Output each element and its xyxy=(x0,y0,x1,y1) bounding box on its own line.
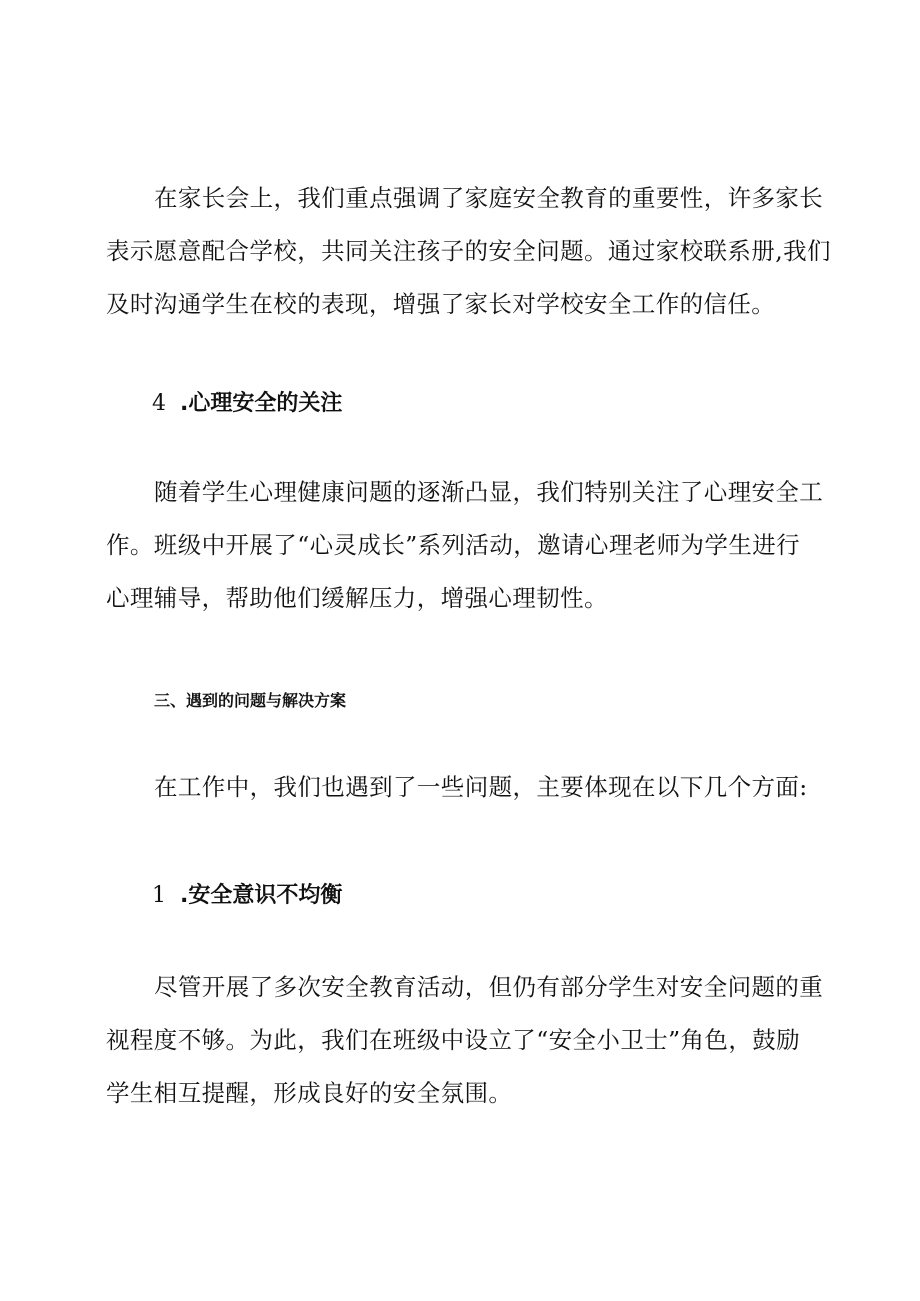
paragraph-line: 尽管开展了多次安全教育活动，但仍有部分学生对安全问题的重 xyxy=(154,973,824,1001)
paragraph-psychological-safety xyxy=(106,466,824,625)
paragraph-parent-meeting xyxy=(106,172,831,331)
paragraph-line: 在家长会上，我们重点强调了家庭安全教育的重要性，许多家长 xyxy=(154,184,824,212)
paragraph-line: 作。班级中开展了“心灵成长”系列活动，邀请心理老师为学生进行 xyxy=(106,531,801,559)
heading-psychological-safety xyxy=(152,386,342,417)
paragraph-line: 学生相互提醒，形成良好的安全氛围。 xyxy=(106,1079,513,1107)
section-heading-problems: 三、遇到的问题与解决方案 xyxy=(154,691,347,710)
paragraph-line: 及时沟通学生在校的表现，增强了家长对学校安全工作的信任。 xyxy=(106,290,776,318)
paragraph-line: 视程度不够。为此，我们在班级中设立了“安全小卫士”角色，鼓励 xyxy=(106,1026,801,1054)
paragraph-line: 随着学生心理健康问题的逐渐凸显，我们特别关注了心理安全工 xyxy=(154,478,824,506)
heading-title: .安全意识不均衡 xyxy=(180,883,343,908)
paragraph-line: 心理辅导，帮助他们缓解压力，增强心理韧性。 xyxy=(106,584,608,612)
paragraph-line: 在工作中，我们也遇到了一些问题，主要体现在以下几个方面: xyxy=(154,773,808,801)
paragraph-line: 表示愿意配合学校，共同关注孩子的安全问题。通过家校联系册,我们 xyxy=(106,237,831,265)
paragraph-safety-awareness xyxy=(106,961,824,1120)
heading-number: 4 xyxy=(152,391,166,416)
heading-title: .心理安全的关注 xyxy=(180,391,343,416)
paragraph-problems-intro xyxy=(106,761,806,814)
heading-number: 1 xyxy=(152,883,166,908)
heading-safety-awareness xyxy=(152,878,342,909)
